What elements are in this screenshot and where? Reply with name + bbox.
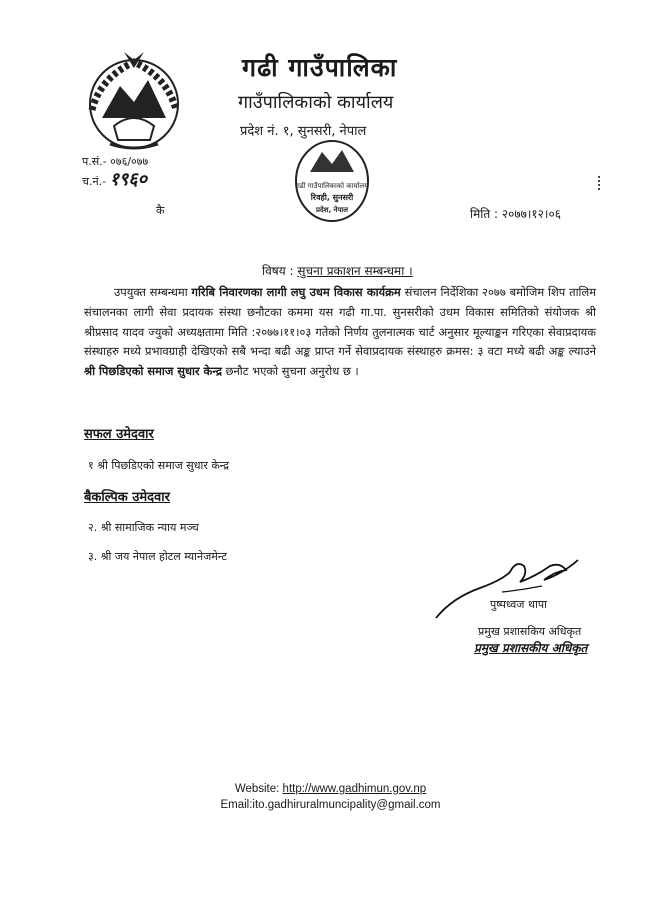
stamp-line3: प्रदेश, नेपाल — [316, 206, 348, 214]
body-p2-bold: श्री पिछडिएको समाज सुधार केन्द्र — [84, 364, 222, 379]
footer-website — [0, 783, 661, 795]
stamp-line1: गढी गाउँपालिकाको कार्यालय — [295, 182, 369, 190]
body-p1: उपयुक्त सम्बन्धमा — [114, 285, 188, 299]
alternative-item-2: ३. श्री जय नेपाल होटल म्यानेजमेन्ट — [88, 550, 227, 563]
footer-email: Email:ito.gadhiruralmuncipality@gmail.com — [220, 799, 441, 811]
body-paragraph — [84, 283, 596, 382]
office-stamp — [292, 138, 372, 224]
office-address: प्रदेश नं. १, सुनसरी, नेपाल — [240, 124, 367, 139]
small-mark: कै — [156, 204, 165, 217]
signatory-name: पुष्पध्वज थापा — [490, 598, 547, 611]
alternative-item-1: २. श्री सामाजिक न्याय मञ्च — [88, 521, 199, 534]
nepal-emblem-logo — [80, 48, 188, 156]
date-value: २०७७।१२।०६ — [501, 207, 561, 221]
subject-line — [262, 262, 413, 279]
website-link[interactable]: http://www.gadhimun.gov.np — [282, 783, 427, 795]
ps-label: प.सं.- — [82, 155, 107, 168]
office-subtitle: गाउँपालिकाको कार्यालय — [238, 92, 394, 113]
letter-body — [84, 283, 596, 382]
date — [470, 205, 561, 222]
body-p3: छनौट भएको सुचना अनुरोध छ । — [225, 364, 359, 379]
successful-heading: सफल उमेदवार — [84, 427, 154, 442]
subject-label: विषय : — [262, 264, 294, 278]
signatory-title: प्रमुख प्रशासकिय अधिकृत — [478, 625, 582, 638]
office-name: गढी गाउँपालिका — [242, 53, 398, 82]
stamp-line2: रिवही, सुनसरी — [310, 193, 354, 202]
website-label: Website: — [234, 783, 283, 795]
reference-cn — [82, 167, 147, 191]
cn-value: १९६० — [109, 169, 148, 190]
scan-mark — [598, 176, 603, 190]
body-p2: संचालन निर्देशिका २०७७ बमोजिम शिप तालिम संचालनका लागी सेवा प्रदायक संस्था छनौटका कममा यस गढी गा.पा. सुनसरीको उधम विकास समितिको संयोजक श्री श्रीप्रसाद यादव ज्युको अध्यक्षतामा मिति :२०७७।११।०३ गतेको निर्णय तुलनात्मक चार्ट अनुसार मूल्याङ्कन गरिएका सेवाप्रदायक संस्थाहरु मध्ये प्रभावग्राही देखिएको सबै भन्दा बढी अङ्क प्राप्त गर्ने सेवाप्रदायक संस्थाहरु क्रमस: ३ वटा मध्ये बढी अङ्क ल्याउने — [84, 285, 597, 359]
subject-text: सुचना प्रकाशन सम्बन्धमा । — [297, 264, 413, 278]
ps-value: ०७६/०७७ — [110, 155, 149, 168]
alternative-heading: बैकल्पिक उमेदवार — [84, 490, 170, 505]
cn-label: च.नं.- — [82, 175, 107, 188]
date-label: मिति : — [470, 207, 499, 221]
signatory-title-stamp: प्रमुख प्रशासकीय अधिकृत — [474, 641, 588, 655]
body-p1-bold: गरिबि निवारणका लागी लघु उधम विकास कार्यक्रम — [191, 285, 401, 299]
successful-item-1: १ श्री पिछडिएको समाज सुधार केन्द्र — [88, 459, 230, 472]
